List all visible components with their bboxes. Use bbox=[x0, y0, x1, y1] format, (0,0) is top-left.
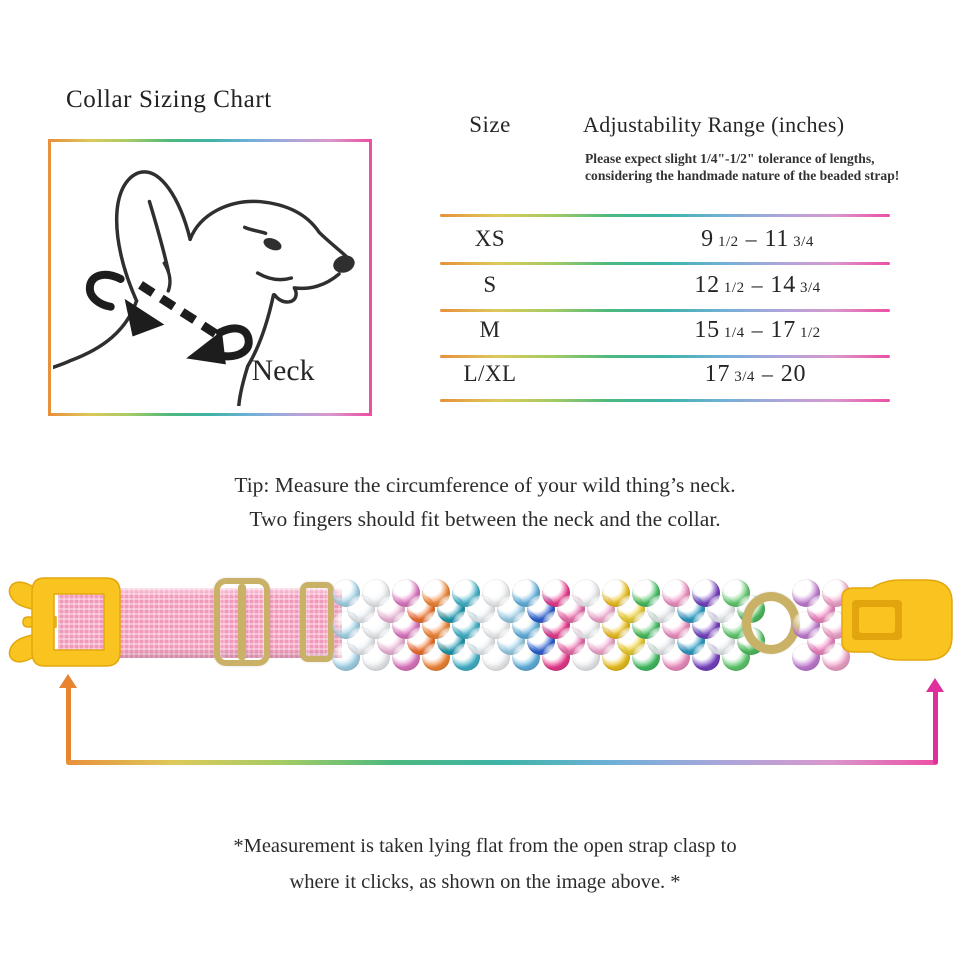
dog-diagram-box bbox=[48, 139, 372, 416]
page-title: Collar Sizing Chart bbox=[66, 86, 272, 113]
neck-label: Neck bbox=[251, 354, 315, 388]
bead-strand-main bbox=[330, 570, 770, 674]
measuring-tip bbox=[0, 468, 970, 536]
bracket-left-line bbox=[66, 686, 71, 764]
tri-glide-slider bbox=[214, 578, 270, 666]
table-row-s bbox=[440, 272, 890, 306]
collar-product-image bbox=[0, 566, 970, 678]
column-header-size: Size bbox=[469, 112, 511, 137]
dog-nose bbox=[331, 253, 357, 276]
column-header-range: Adjustability Range (inches) bbox=[583, 112, 845, 137]
tip-line-2: Two fingers should fit between the neck and the collar. bbox=[249, 507, 721, 531]
footnote-line-2: where it clicks, as shown on the image above. * bbox=[289, 871, 681, 893]
up-arrow-right-icon bbox=[926, 678, 944, 692]
rainbow-divider bbox=[440, 355, 890, 358]
range-value: 15 1/4 – 17 1/2 bbox=[694, 317, 821, 343]
size-label: XS bbox=[474, 226, 506, 251]
rainbow-divider bbox=[440, 214, 890, 217]
buckle-male-end bbox=[4, 574, 124, 670]
size-label: L/XL bbox=[463, 361, 517, 386]
tip-line-1: Tip: Measure the circumference of your wild thing’s neck. bbox=[234, 473, 736, 497]
measurement-footnote bbox=[0, 828, 970, 900]
range-value: 17 3/4 – 20 bbox=[704, 361, 807, 387]
measurement-bracket bbox=[0, 676, 970, 772]
size-label: M bbox=[479, 317, 501, 342]
table-row-xs bbox=[440, 226, 890, 260]
tolerance-note: Please expect slight 1/4"-1/2" tolerance of lengths, considering the handmade nature of the beaded strap! bbox=[585, 151, 900, 184]
bracket-right-line bbox=[933, 690, 938, 764]
table-row-m bbox=[440, 317, 890, 351]
rainbow-divider bbox=[440, 309, 890, 312]
gold-strap-end-bar bbox=[300, 582, 334, 662]
rainbow-divider bbox=[440, 399, 890, 402]
range-value: 12 1/2 – 14 3/4 bbox=[694, 272, 821, 298]
bracket-horizontal-line bbox=[66, 760, 938, 765]
buckle-female-end bbox=[830, 572, 958, 668]
table-row-lxl bbox=[440, 361, 890, 395]
size-label: S bbox=[483, 272, 497, 297]
range-value: 9 1/2 – 11 3/4 bbox=[701, 226, 814, 252]
footnote-line-1: *Measurement is taken lying flat from the open strap clasp to bbox=[233, 835, 737, 857]
dog-eye bbox=[262, 236, 284, 253]
rainbow-divider bbox=[440, 262, 890, 265]
dog-neck-illustration bbox=[53, 144, 363, 406]
